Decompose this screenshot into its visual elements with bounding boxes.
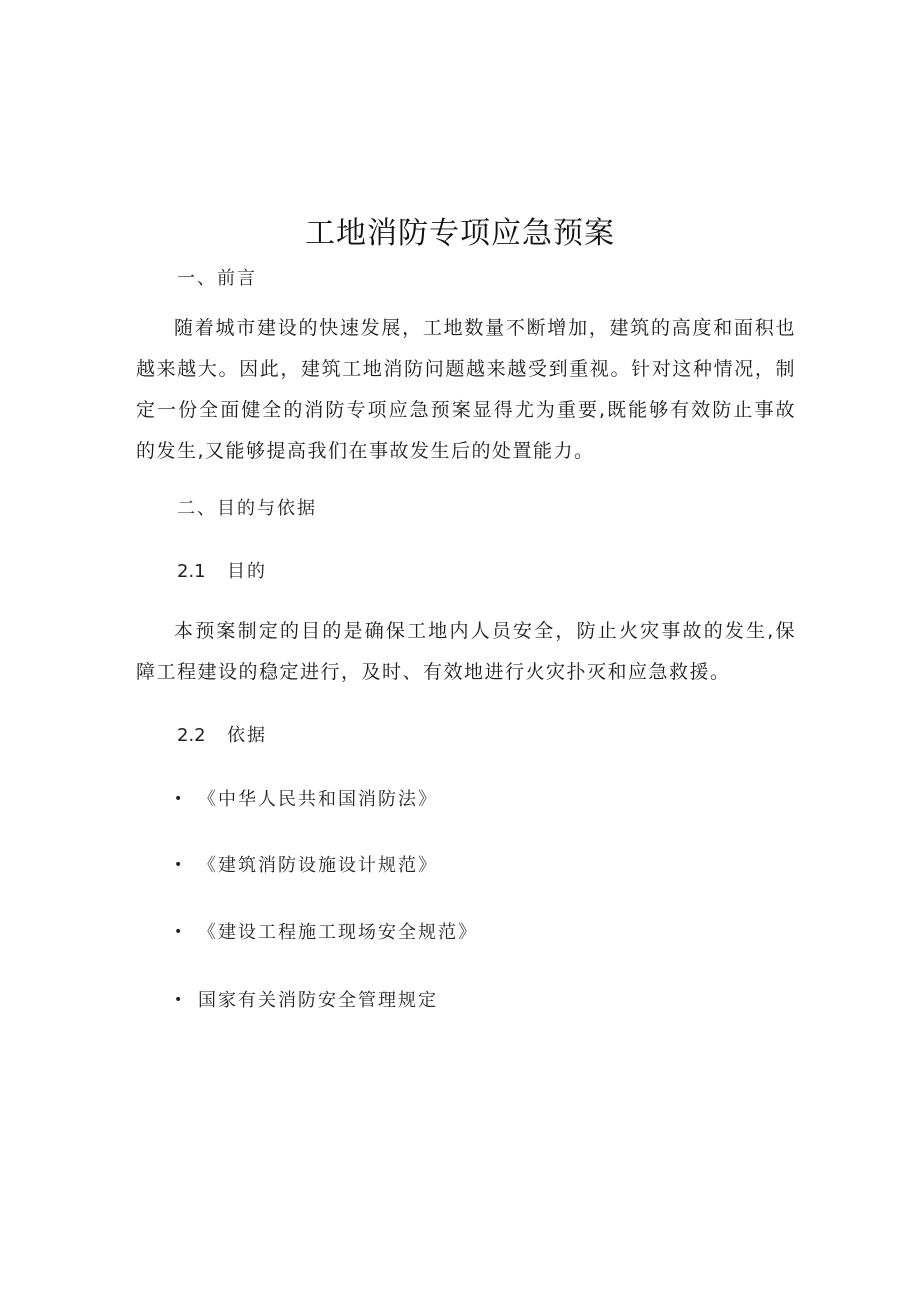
bullet-icon: • bbox=[174, 791, 185, 807]
subsection-number: 2.2 bbox=[177, 725, 206, 746]
purpose-paragraph: 本预案制定的目的是确保工地内人员安全，防止火灾事故的发生,保障工程建设的稳定进行，及时、有效地进行火灾扑灭和应急救援。 bbox=[136, 620, 796, 683]
section-heading-preface: 一、前言 bbox=[177, 268, 257, 289]
basis-list-item bbox=[174, 851, 438, 877]
subsection-label: 依据 bbox=[227, 725, 267, 746]
basis-list-item bbox=[174, 918, 478, 944]
subsection-number: 2.1 bbox=[177, 561, 206, 582]
subsection-heading-purpose bbox=[177, 557, 267, 583]
bullet-icon: • bbox=[174, 857, 185, 873]
document-title: 工地消防专项应急预案 bbox=[305, 216, 615, 251]
subsection-heading-basis bbox=[177, 721, 267, 747]
basis-list-item-text: 《建筑消防设施设计规范》 bbox=[198, 855, 438, 876]
section-heading-purpose-basis: 二、目的与依据 bbox=[177, 498, 317, 519]
subsection-label: 目的 bbox=[227, 561, 267, 582]
basis-list-item-text: 《建设工程施工现场安全规范》 bbox=[198, 922, 478, 943]
basis-list-item bbox=[174, 986, 438, 1012]
basis-list-item-text: 国家有关消防安全管理规定 bbox=[198, 990, 438, 1011]
bullet-icon: • bbox=[174, 992, 185, 1008]
basis-list-item-text: 《中华人民共和国消防法》 bbox=[198, 789, 438, 810]
preface-paragraph: 随着城市建设的快速发展，工地数量不断增加，建筑的高度和面积也越来越大。因此，建筑工地消防问题越来越受到重视。针对这种情况，制定一份全面健全的消防专项应急预案显得尤为重要,既能够有效防止事故的发生,又能够提高我们在事故发生后的处置能力。 bbox=[136, 317, 796, 462]
basis-list-item bbox=[174, 785, 438, 811]
bullet-icon: • bbox=[174, 924, 185, 940]
